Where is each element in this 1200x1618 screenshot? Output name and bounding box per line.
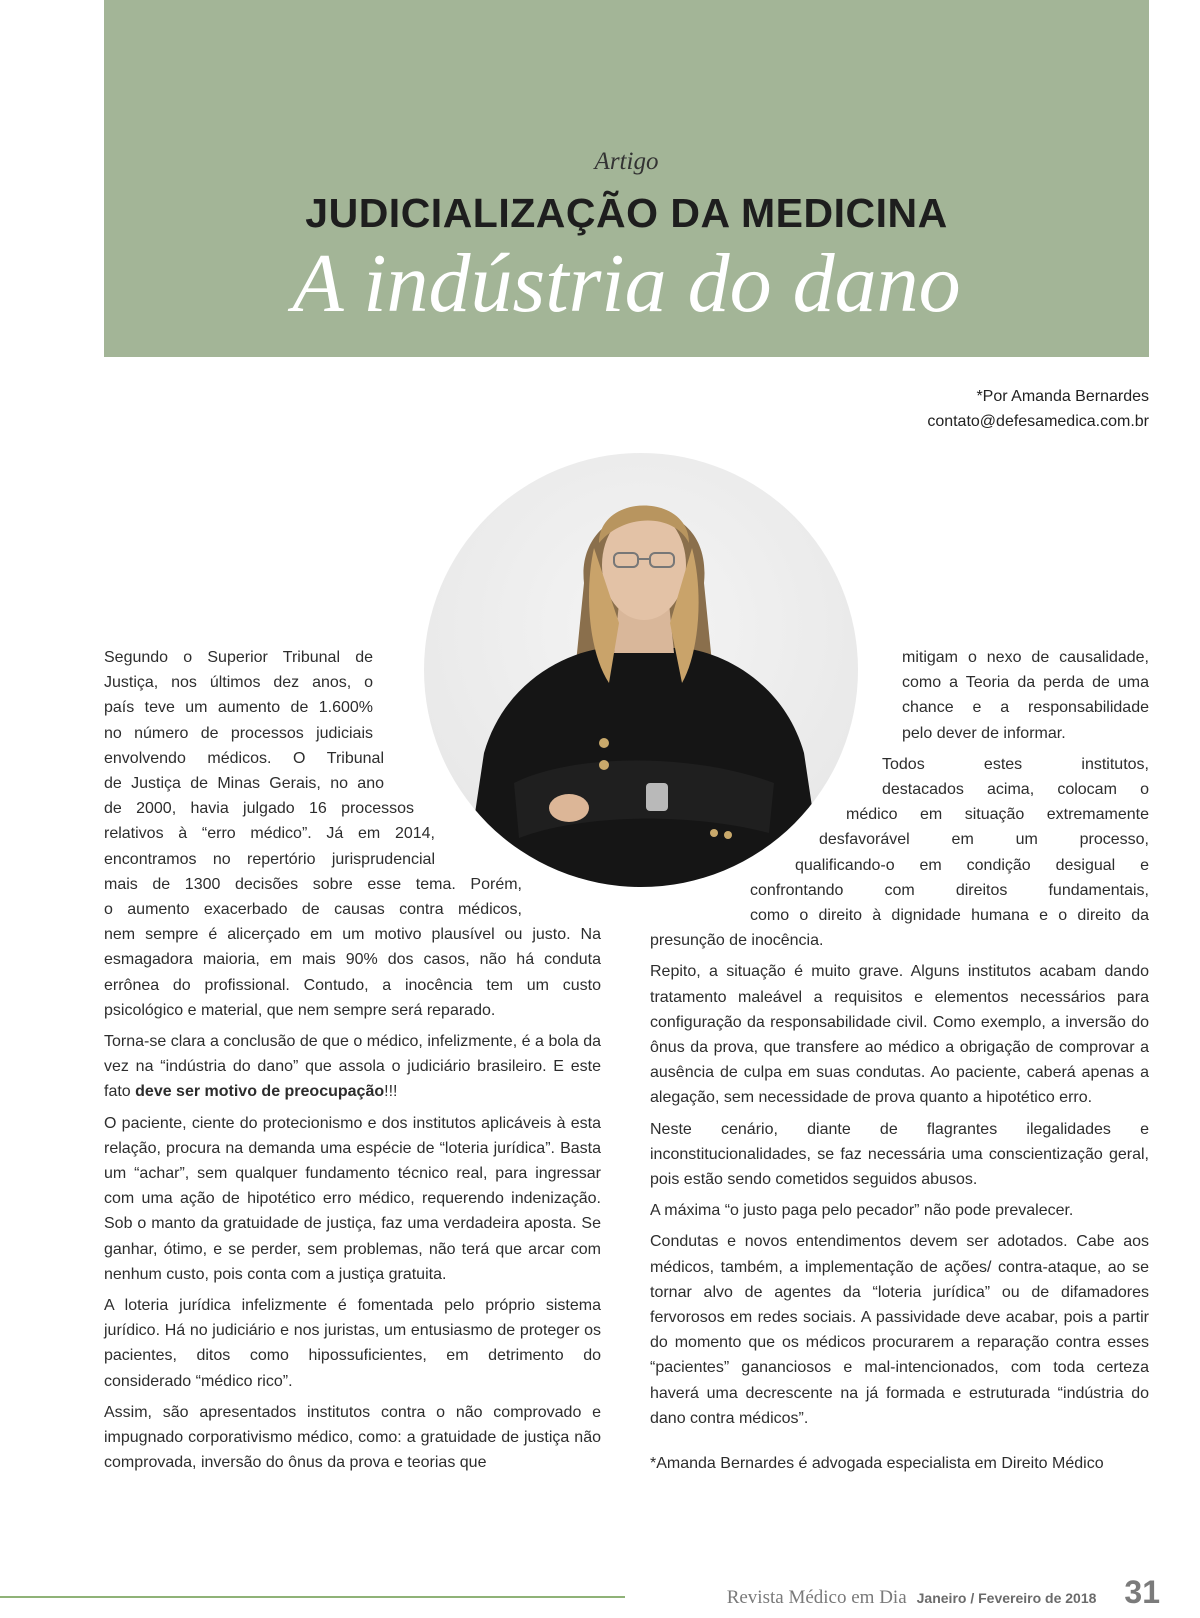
issue-date: Janeiro / Fevereiro de 2018 [916, 1590, 1097, 1606]
text-line: Segundo o Superior Tribunal de [104, 649, 373, 666]
text-line: pelo dever de informar. [902, 724, 1066, 742]
section-kicker: Artigo [594, 148, 659, 175]
paragraph: Assim, são apresentados institutos contra o não comprovado e impugnado corporativismo médico, como: a gratuidade de justiça não comprovada, inversão do ônus da prova e teorias que [104, 1403, 601, 1472]
left-column [104, 645, 601, 1482]
text-line: mais de 1300 decisões sobre esse tema. Porém, [104, 875, 522, 893]
text-line: envolvendo médicos. O Tribunal [104, 749, 384, 767]
paragraph [650, 645, 1149, 746]
paragraph [104, 1029, 601, 1105]
paragraph: Repito, a situação é muito grave. Alguns institutos acabam dando tratamento maleável a requisitos e elementos necessários para configuração da responsabilidade civil. Como exemplo, a inversão do ônus da prova, que transfere ao médico a obrigação de comprovar a ausência de culpa em suas condutas. Ao paciente, caberá apenas a alegação, sem necessidade de prova quanto a hipotético erro. [650, 963, 1149, 1107]
paragraph: Neste cenário, diante de flagrantes ilegalidades e inconstitucionalidades, se faz necessária uma conscientização geral, pois estão sendo cometidos seguidos abusos. [650, 1120, 1149, 1189]
text-line: chance e a responsabilidade [902, 699, 1149, 717]
article-title: JUDICIALIZAÇÃO DA MEDICINA [305, 190, 948, 236]
text-line: país teve um aumento de 1.600% [104, 699, 373, 717]
text-line: qualificando-o em condição desigual e [795, 856, 1149, 874]
text-line: relativos à “erro médico”. Já em 2014, [104, 825, 435, 843]
paragraph [650, 752, 1149, 954]
text-line: de 2000, havia julgado 16 processos [104, 800, 414, 818]
paragraph: A loteria jurídica infelizmente é fomentada pelo próprio sistema jurídico. Há no judiciário e nos juristas, um entusiasmo de proteger os pacientes, ditos como hipossuficientes, em detrimento do considerado “médico rico”. [104, 1297, 601, 1390]
paragraph: O paciente, ciente do protecionismo e dos institutos aplicáveis à esta relação, procura na demanda uma espécie de “loteria jurídica”. Basta um “achar”, sem qualquer fundamento técnico real, para ingressar com uma ação de hipotético erro médico, requerendo indenização. Sob o manto da gratuidade de justiça, faz uma verdadeira aposta. Se ganhar, ótimo, e se perder, sem problemas, não terá que arcar com nenhum custo, pois conta com a justiça gratuita. [104, 1114, 601, 1283]
author-note: *Amanda Bernardes é advogada especialista em Direito Médico [650, 1455, 1104, 1473]
text-line: desfavorável em um processo, [819, 831, 1149, 849]
paragraph-text: Torna-se clara a conclusão de que o médico, infelizmente, é a bola da vez na “indústria do dano” que assola o judiciário brasileiro. E este fato [104, 1033, 601, 1101]
page-number: 31 [1124, 1574, 1160, 1610]
text-line: Todos estes institutos, [882, 755, 1149, 773]
footer-divider [0, 1596, 625, 1598]
paragraph: Condutas e novos entendimentos devem ser adotados. Cabe aos médicos, também, a implementação de ações/ contra-ataque, ao se tornar alvo de agentes da “loteria jurídica” ou de difamadores fervorosos em redes sociais. A passividade deve acabar, pois a partir do momento que os médicos procurarem a reparação contra esses “pacientes” gananciosos e mal-intencionados, com toda certeza haverá uma decrescente na já formada e estruturada “indústria do dano contra médicos”. [650, 1233, 1149, 1427]
author-email[interactable]: contato@defesamedica.com.br [927, 413, 1149, 430]
emphasis-text: deve ser motivo de preocupação [135, 1083, 385, 1101]
paragraph: A máxima “o justo paga pelo pecador” não pode prevalecer. [650, 1202, 1074, 1220]
text-line: médico em situação extremamente [846, 806, 1149, 824]
text-line: encontramos no repertório jurisprudencial [104, 850, 435, 868]
paragraph-text: !!! [384, 1083, 398, 1101]
text-line: de Justiça de Minas Gerais, no ano [104, 775, 384, 793]
text-line: confrontando com direitos fundamentais, [750, 881, 1149, 899]
text-line: como a Teoria da perda de uma [902, 674, 1149, 692]
page-footer [727, 1574, 1160, 1611]
text-line: o aumento exacerbado de causas contra médicos, [104, 901, 522, 919]
byline [927, 384, 1149, 434]
text-line: Justiça, nos últimos dez anos, o [104, 674, 373, 692]
article-subtitle: A indústria do dano [292, 237, 961, 330]
text-line: destacados acima, colocam o [882, 781, 1149, 799]
magazine-name: Revista Médico em Dia [726, 1587, 907, 1608]
text-line: no número de processos judiciais [104, 724, 373, 742]
right-column [650, 645, 1149, 1482]
author-name: *Por Amanda Bernardes [976, 388, 1149, 405]
paragraph-continuation: nem sempre é alicerçado em um motivo plausível ou justo. Na esmagadora maioria, em mais 90% dos casos, não há conduta errônea do profissional. Contudo, a inocência tem um custo psicológico e material, que nem sempre será reparado. [104, 926, 601, 1019]
text-line: presunção de inocência. [650, 932, 824, 950]
text-line: mitigam o nexo de causalidade, [902, 649, 1149, 666]
text-line: como o direito à dignidade humana e o direito da [750, 907, 1149, 925]
paragraph [104, 645, 601, 1023]
article-header [104, 0, 1149, 357]
